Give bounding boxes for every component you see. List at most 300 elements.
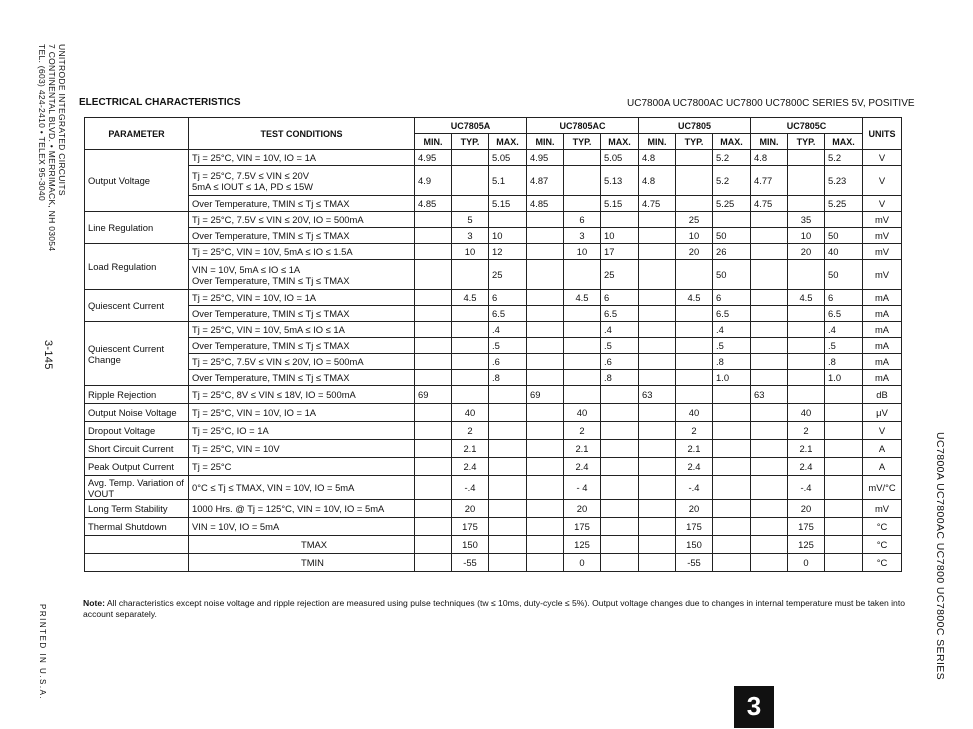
table-row: [85, 458, 902, 476]
value-cell: [452, 166, 489, 196]
value-cell: [751, 228, 788, 244]
table-row: [85, 166, 902, 196]
sub-header: TYP.: [564, 134, 601, 150]
table-row: [85, 386, 902, 404]
value-cell: [452, 354, 489, 370]
value-cell: 5.2: [825, 150, 863, 166]
value-cell: [415, 440, 452, 458]
value-cell: 6: [825, 290, 863, 306]
value-cell: 40: [564, 404, 601, 422]
value-cell: [564, 338, 601, 354]
sub-header: MIN.: [527, 134, 564, 150]
value-cell: [415, 306, 452, 322]
value-cell: 35: [788, 212, 825, 228]
value-cell: .8: [601, 370, 639, 386]
value-cell: [527, 306, 564, 322]
value-cell: 6: [564, 212, 601, 228]
company-address: [37, 44, 67, 251]
unit-cell: mV: [863, 500, 902, 518]
value-cell: [489, 536, 527, 554]
table-row: [85, 404, 902, 422]
value-cell: [788, 260, 825, 290]
parameter-cell: Peak Output Current: [85, 458, 189, 476]
value-cell: [751, 306, 788, 322]
value-cell: [751, 440, 788, 458]
value-cell: 40: [676, 404, 713, 422]
value-cell: 10: [601, 228, 639, 244]
value-cell: [788, 354, 825, 370]
section-tab: 3: [734, 686, 774, 728]
condition-cell: Tj = 25°C, VIN = 10V: [189, 440, 415, 458]
value-cell: [713, 212, 751, 228]
value-cell: 40: [825, 244, 863, 260]
value-cell: 10: [452, 244, 489, 260]
value-cell: 4.75: [751, 196, 788, 212]
parameter-header: PARAMETER: [85, 118, 189, 150]
value-cell: [415, 354, 452, 370]
value-cell: 2.1: [452, 440, 489, 458]
value-cell: 63: [639, 386, 676, 404]
value-cell: [751, 244, 788, 260]
parameter-cell: [85, 554, 189, 572]
value-cell: 150: [452, 536, 489, 554]
sub-header: TYP.: [452, 134, 489, 150]
value-cell: 50: [825, 260, 863, 290]
condition-cell: Tj = 25°C, VIN = 10V, IO = 1A: [189, 150, 415, 166]
address-line: TEL. (603) 424-2410 • TELEX 95-3040: [37, 44, 47, 201]
value-cell: 1.0: [825, 370, 863, 386]
value-cell: [527, 244, 564, 260]
value-cell: [713, 476, 751, 500]
value-cell: [639, 354, 676, 370]
value-cell: 5.2: [713, 150, 751, 166]
sub-header: MIN.: [639, 134, 676, 150]
value-cell: [452, 150, 489, 166]
unit-cell: V: [863, 196, 902, 212]
sub-header: TYP.: [788, 134, 825, 150]
page-title: ELECTRICAL CHARACTERISTICS: [79, 97, 241, 108]
value-cell: 2.1: [788, 440, 825, 458]
value-cell: [713, 440, 751, 458]
group-header: UC7805AC: [527, 118, 639, 134]
value-cell: [527, 212, 564, 228]
value-cell: [489, 404, 527, 422]
value-cell: [825, 536, 863, 554]
value-cell: 20: [452, 500, 489, 518]
group-header: UC7805C: [751, 118, 863, 134]
value-cell: 50: [825, 228, 863, 244]
value-cell: [527, 440, 564, 458]
value-cell: [676, 260, 713, 290]
value-cell: [601, 458, 639, 476]
value-cell: 5.23: [825, 166, 863, 196]
value-cell: [676, 166, 713, 196]
value-cell: [751, 354, 788, 370]
parameter-cell: Short Circuit Current: [85, 440, 189, 458]
sub-header: MAX.: [713, 134, 751, 150]
value-cell: 1.0: [713, 370, 751, 386]
value-cell: 6: [713, 290, 751, 306]
value-cell: [564, 354, 601, 370]
value-cell: 5.1: [489, 166, 527, 196]
value-cell: 4.77: [751, 166, 788, 196]
unit-cell: mV: [863, 212, 902, 228]
value-cell: [751, 260, 788, 290]
table-row: [85, 290, 902, 306]
value-cell: 4.8: [639, 166, 676, 196]
series-header: UC7800A UC7800AC UC7800 UC7800C SERIES 5V, POSITIVE: [627, 98, 915, 109]
value-cell: [527, 260, 564, 290]
value-cell: 4.5: [788, 290, 825, 306]
value-cell: [751, 422, 788, 440]
value-cell: -.4: [676, 476, 713, 500]
value-cell: [639, 536, 676, 554]
value-cell: .5: [489, 338, 527, 354]
unit-cell: mA: [863, 290, 902, 306]
condition-cell: Tj = 25°C, VIN = 10V, 5mA ≤ IO ≤ 1A: [189, 322, 415, 338]
value-cell: [601, 476, 639, 500]
value-cell: [751, 322, 788, 338]
value-cell: [639, 404, 676, 422]
value-cell: 4.95: [415, 150, 452, 166]
value-cell: [415, 554, 452, 572]
note-text: All characteristics except noise voltage and ripple rejection are measured using pulse techniques (tw ≤ 10ms, duty-cycle ≤ 5%). Output voltage changes due to changes in internal temperature must be taken into account separately.: [83, 598, 905, 619]
sub-header: TYP.: [676, 134, 713, 150]
condition-cell: Over Temperature, TMIN ≤ Tj ≤ TMAX: [189, 196, 415, 212]
value-cell: [564, 370, 601, 386]
value-cell: [825, 554, 863, 572]
value-cell: [452, 306, 489, 322]
value-cell: 20: [788, 500, 825, 518]
value-cell: [639, 290, 676, 306]
value-cell: [489, 476, 527, 500]
unit-cell: dB: [863, 386, 902, 404]
value-cell: [676, 370, 713, 386]
value-cell: [825, 422, 863, 440]
unit-cell: mV: [863, 228, 902, 244]
value-cell: [564, 386, 601, 404]
value-cell: [751, 476, 788, 500]
value-cell: 2.4: [452, 458, 489, 476]
value-cell: [788, 150, 825, 166]
unit-cell: mA: [863, 306, 902, 322]
value-cell: 25: [489, 260, 527, 290]
value-cell: 12: [489, 244, 527, 260]
unit-cell: mV: [863, 244, 902, 260]
value-cell: [564, 322, 601, 338]
table-row: [85, 554, 902, 572]
value-cell: .4: [825, 322, 863, 338]
value-cell: [639, 458, 676, 476]
sub-header: MIN.: [751, 134, 788, 150]
table-row: [85, 244, 902, 260]
condition-cell: Tj = 25°C, IO = 1A: [189, 422, 415, 440]
value-cell: 20: [788, 244, 825, 260]
value-cell: 10: [676, 228, 713, 244]
value-cell: 25: [676, 212, 713, 228]
value-cell: [415, 260, 452, 290]
parameter-cell: Long Term Stability: [85, 500, 189, 518]
value-cell: 5.15: [601, 196, 639, 212]
value-cell: .8: [489, 370, 527, 386]
value-cell: [639, 228, 676, 244]
value-cell: [788, 338, 825, 354]
value-cell: [751, 290, 788, 306]
note-label: Note:: [83, 598, 105, 608]
unit-cell: μV: [863, 404, 902, 422]
value-cell: [415, 228, 452, 244]
value-cell: 6.5: [489, 306, 527, 322]
condition-cell: Tj = 25°C, 7.5V ≤ VIN ≤ 20V, IO = 500mA: [189, 354, 415, 370]
value-cell: [601, 422, 639, 440]
value-cell: [825, 518, 863, 536]
value-cell: [415, 422, 452, 440]
value-cell: [713, 518, 751, 536]
value-cell: .6: [601, 354, 639, 370]
value-cell: [452, 370, 489, 386]
value-cell: [713, 458, 751, 476]
value-cell: [564, 166, 601, 196]
value-cell: 40: [452, 404, 489, 422]
value-cell: [825, 386, 863, 404]
value-cell: [751, 554, 788, 572]
value-cell: -55: [676, 554, 713, 572]
table-row: [85, 338, 902, 354]
parameter-cell: Line Regulation: [85, 212, 189, 244]
value-cell: 5.2: [713, 166, 751, 196]
value-cell: [751, 404, 788, 422]
table-row: [85, 150, 902, 166]
value-cell: [564, 196, 601, 212]
value-cell: 4.87: [527, 166, 564, 196]
address-line: 7 CONTINENTAL BLVD. • MERRIMACK, NH 03054: [47, 44, 57, 252]
value-cell: [751, 212, 788, 228]
value-cell: [676, 306, 713, 322]
group-header: UC7805A: [415, 118, 527, 134]
value-cell: [639, 322, 676, 338]
value-cell: 6.5: [825, 306, 863, 322]
table-row: [85, 354, 902, 370]
value-cell: 5.05: [601, 150, 639, 166]
value-cell: [527, 518, 564, 536]
value-cell: 20: [676, 244, 713, 260]
value-cell: [527, 422, 564, 440]
value-cell: [527, 322, 564, 338]
value-cell: [415, 518, 452, 536]
condition-cell: Tj = 25°C, VIN = 10V, IO = 1A: [189, 404, 415, 422]
value-cell: 125: [564, 536, 601, 554]
condition-cell: Tj = 25°C, VIN = 10V, IO = 1A: [189, 290, 415, 306]
value-cell: 4.75: [639, 196, 676, 212]
value-cell: 6.5: [713, 306, 751, 322]
value-cell: [825, 458, 863, 476]
parameter-cell: Ripple Rejection: [85, 386, 189, 404]
parameter-cell: Thermal Shutdown: [85, 518, 189, 536]
value-cell: [676, 386, 713, 404]
unit-cell: V: [863, 166, 902, 196]
value-cell: [564, 260, 601, 290]
value-cell: [639, 370, 676, 386]
unit-cell: mA: [863, 338, 902, 354]
parameter-cell: Quiescent Current Change: [85, 322, 189, 386]
value-cell: [676, 354, 713, 370]
table-row: [85, 518, 902, 536]
value-cell: 25: [601, 260, 639, 290]
condition-cell: 1000 Hrs. @ Tj = 125°C, VIN = 10V, IO = 5mA: [189, 500, 415, 518]
condition-cell: TMAX: [189, 536, 415, 554]
value-cell: 2: [676, 422, 713, 440]
value-cell: [639, 518, 676, 536]
value-cell: 125: [788, 536, 825, 554]
table-row: [85, 440, 902, 458]
value-cell: 5.25: [825, 196, 863, 212]
value-cell: [751, 370, 788, 386]
value-cell: 4.85: [527, 196, 564, 212]
value-cell: 6: [489, 290, 527, 306]
value-cell: [527, 554, 564, 572]
unit-cell: A: [863, 440, 902, 458]
value-cell: 150: [676, 536, 713, 554]
value-cell: [639, 244, 676, 260]
value-cell: [489, 212, 527, 228]
value-cell: [527, 476, 564, 500]
page-number: 3-145: [42, 340, 54, 370]
condition-cell: 0°C ≤ Tj ≤ TMAX, VIN = 10V, IO = 5mA: [189, 476, 415, 500]
value-cell: .6: [489, 354, 527, 370]
value-cell: [788, 306, 825, 322]
value-cell: [415, 370, 452, 386]
parameter-cell: Avg. Temp. Variation of VOUT: [85, 476, 189, 500]
value-cell: -.4: [452, 476, 489, 500]
unit-cell: mV: [863, 260, 902, 290]
value-cell: [788, 322, 825, 338]
value-cell: .5: [601, 338, 639, 354]
table-row: [85, 322, 902, 338]
condition-cell: VIN = 10V, IO = 5mA: [189, 518, 415, 536]
value-cell: [639, 476, 676, 500]
parameter-cell: Dropout Voltage: [85, 422, 189, 440]
condition-cell: Over Temperature, TMIN ≤ Tj ≤ TMAX: [189, 306, 415, 322]
value-cell: [527, 370, 564, 386]
value-cell: [527, 404, 564, 422]
value-cell: [527, 290, 564, 306]
value-cell: [415, 536, 452, 554]
table-row: [85, 536, 902, 554]
value-cell: [639, 212, 676, 228]
value-cell: [825, 476, 863, 500]
value-cell: [601, 518, 639, 536]
value-cell: 5.05: [489, 150, 527, 166]
value-cell: 4.95: [527, 150, 564, 166]
value-cell: 69: [415, 386, 452, 404]
value-cell: [713, 404, 751, 422]
conditions-header: TEST CONDITIONS: [189, 118, 415, 150]
value-cell: [601, 536, 639, 554]
value-cell: [676, 338, 713, 354]
value-cell: 2: [452, 422, 489, 440]
electrical-characteristics-table: [84, 117, 902, 572]
value-cell: .4: [713, 322, 751, 338]
value-cell: .5: [825, 338, 863, 354]
value-cell: 175: [788, 518, 825, 536]
condition-cell: Tj = 25°C, 8V ≤ VIN ≤ 18V, IO = 500mA: [189, 386, 415, 404]
value-cell: 6: [601, 290, 639, 306]
value-cell: [601, 404, 639, 422]
value-cell: .5: [713, 338, 751, 354]
value-cell: 4.9: [415, 166, 452, 196]
value-cell: 2.4: [788, 458, 825, 476]
value-cell: [415, 244, 452, 260]
value-cell: [639, 500, 676, 518]
value-cell: [452, 386, 489, 404]
value-cell: .4: [489, 322, 527, 338]
value-cell: [639, 260, 676, 290]
value-cell: 175: [564, 518, 601, 536]
table-row: [85, 306, 902, 322]
value-cell: 0: [788, 554, 825, 572]
value-cell: 2: [788, 422, 825, 440]
unit-cell: °C: [863, 536, 902, 554]
value-cell: 5.13: [601, 166, 639, 196]
value-cell: [489, 386, 527, 404]
value-cell: 175: [676, 518, 713, 536]
value-cell: 10: [564, 244, 601, 260]
sub-header: MAX.: [825, 134, 863, 150]
value-cell: [489, 458, 527, 476]
table-row: [85, 500, 902, 518]
value-cell: [751, 458, 788, 476]
value-cell: .4: [601, 322, 639, 338]
table-row: [85, 196, 902, 212]
value-cell: [415, 458, 452, 476]
value-cell: [639, 422, 676, 440]
condition-cell: Over Temperature, TMIN ≤ Tj ≤ TMAX: [189, 338, 415, 354]
unit-cell: A: [863, 458, 902, 476]
table-row: [85, 212, 902, 228]
value-cell: [415, 500, 452, 518]
condition-cell: Over Temperature, TMIN ≤ Tj ≤ TMAX: [189, 370, 415, 386]
value-cell: [489, 518, 527, 536]
value-cell: [825, 500, 863, 518]
condition-cell: VIN = 10V, 5mA ≤ IO ≤ 1A Over Temperature, TMIN ≤ Tj ≤ TMAX: [189, 260, 415, 290]
value-cell: [713, 554, 751, 572]
unit-cell: °C: [863, 554, 902, 572]
value-cell: [415, 476, 452, 500]
parameter-cell: [85, 536, 189, 554]
value-cell: [788, 196, 825, 212]
value-cell: [564, 306, 601, 322]
value-cell: [676, 322, 713, 338]
value-cell: 63: [751, 386, 788, 404]
value-cell: 175: [452, 518, 489, 536]
value-cell: 17: [601, 244, 639, 260]
value-cell: [713, 386, 751, 404]
table-row: [85, 228, 902, 244]
value-cell: [415, 212, 452, 228]
unit-cell: V: [863, 150, 902, 166]
value-cell: 3: [564, 228, 601, 244]
value-cell: [415, 322, 452, 338]
value-cell: 2.4: [676, 458, 713, 476]
group-header: UC7805: [639, 118, 751, 134]
value-cell: [527, 536, 564, 554]
sub-header: MAX.: [601, 134, 639, 150]
value-cell: [489, 554, 527, 572]
value-cell: [452, 322, 489, 338]
value-cell: 4.5: [564, 290, 601, 306]
value-cell: [527, 354, 564, 370]
parameter-cell: Load Regulation: [85, 244, 189, 290]
